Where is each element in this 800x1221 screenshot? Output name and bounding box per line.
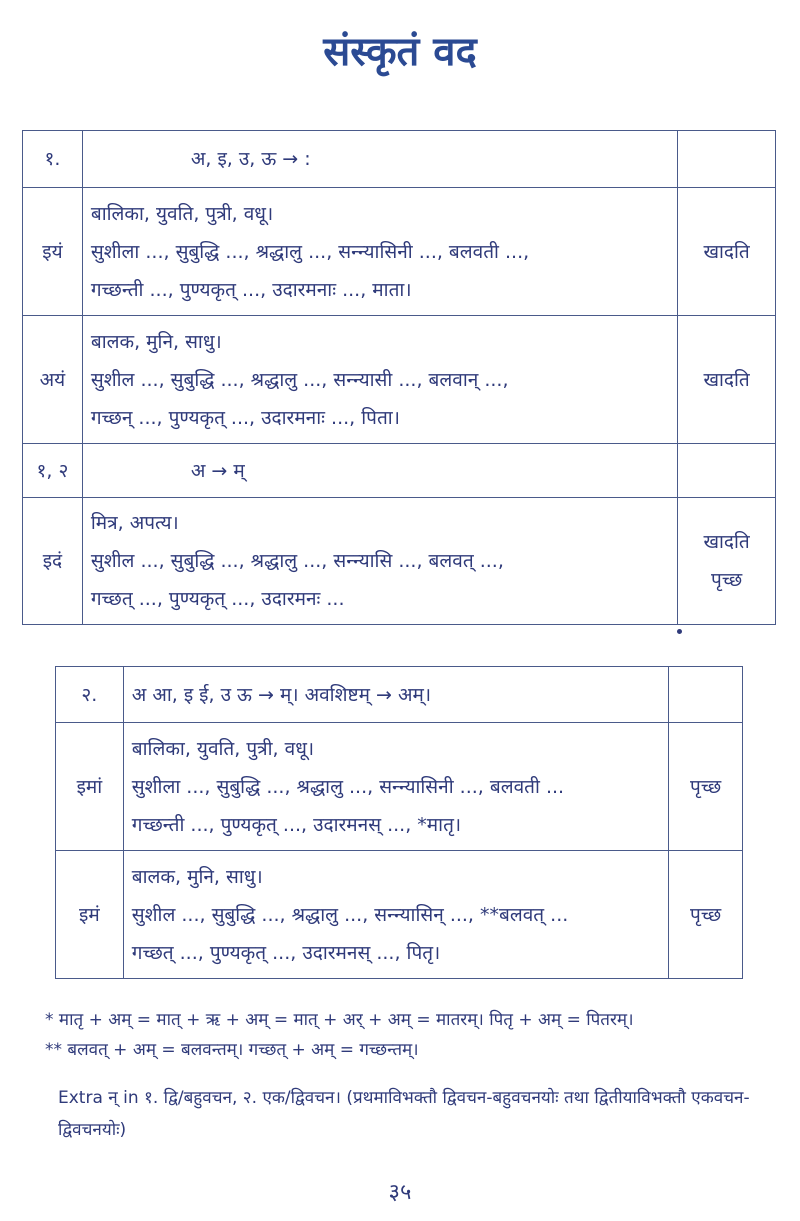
row-label: इमां xyxy=(56,723,124,851)
row-label: २. xyxy=(56,667,124,723)
content-line: बालिका, युवति, पुत्री, वधू। xyxy=(131,737,315,760)
content-line: सुशील ..., सुबुद्धि ..., श्रद्धालु ..., सन्न्यासिन् ..., **बलवत् ... xyxy=(131,903,569,926)
row-content xyxy=(82,188,677,316)
row-content xyxy=(123,667,668,723)
verb-text: खादति xyxy=(703,240,750,263)
page-title: संस्कृतं वद xyxy=(323,29,477,75)
row-verb xyxy=(678,188,776,316)
content-line: अ आ, इ ई, उ ऊ → म्। अवशिष्टम् → अम्। xyxy=(131,683,432,706)
footnote-2: ** बलवत् + अम् = बलवन्तम्। गच्छत् + अम् = गच्छन्तम्। xyxy=(45,1040,419,1060)
row-label: इमं xyxy=(56,851,124,979)
content-line: गच्छन् ..., पुण्यकृत् ..., उदारमनाः ..., पिता। xyxy=(90,406,400,429)
content-line: बालिका, युवति, पुत्री, वधू। xyxy=(90,202,274,225)
row-verb xyxy=(678,498,776,625)
table-row xyxy=(23,316,776,444)
row-label: इदं xyxy=(23,498,83,625)
row-content xyxy=(82,444,677,498)
content-line: अ, इ, उ, ऊ → : xyxy=(190,148,311,170)
row-verb xyxy=(669,851,743,979)
row-verb xyxy=(678,444,776,498)
row-content xyxy=(82,316,677,444)
content-line: अ → म् xyxy=(190,459,245,482)
table-row xyxy=(23,131,776,188)
content-line: गच्छत् ..., पुण्यकृत् ..., उदारमनः ... xyxy=(90,588,345,610)
footnote-1: * मातृ + अम् = मात् + ऋ + अम् = मात् + अर् + अम् = मातरम्। पितृ + अम् = पितरम्। xyxy=(45,1010,634,1030)
table-row xyxy=(23,188,776,316)
content-line: सुशीला ..., सुबुद्धि ..., श्रद्धालु ..., सन्न्यासिनी ..., बलवती ... xyxy=(131,775,565,798)
row-verb xyxy=(678,131,776,188)
table-row xyxy=(56,667,743,723)
table-row xyxy=(23,498,776,625)
row-verb xyxy=(669,723,743,851)
row-verb xyxy=(678,316,776,444)
page-number: ३५ xyxy=(388,1180,412,1205)
content-line: गच्छत् ..., पुण्यकृत् ..., उदारमनस् ..., पितृ। xyxy=(131,941,441,964)
verb-text: पृच्छ xyxy=(711,569,743,591)
verb-text: पृच्छ xyxy=(690,903,722,926)
content-line: गच्छन्ती ..., पुण्यकृत् ..., उदारमनस् ..., *मातृ। xyxy=(131,813,462,836)
content-line: गच्छन्ती ..., पुण्यकृत् ..., उदारमनाः ..., माता। xyxy=(90,278,412,301)
content-line: मित्र, अपत्य। xyxy=(90,512,179,534)
table-row xyxy=(56,851,743,979)
footnotes xyxy=(45,1005,785,1065)
table-row xyxy=(56,723,743,851)
content-line: सुशील ..., सुबुद्धि ..., श्रद्धालु ..., सन्न्यासि ..., बलवत् ..., xyxy=(90,550,504,572)
extra-note: Extra न् in १. द्वि/बहुवचन, २. एक/द्विवचन। (प्रथमाविभक्तौ द्विवचन-बहुवचनयोः तथा द्वितीयाविभक्तौ एकवचन-द्विवचनयोः) xyxy=(58,1088,750,1140)
verb-text: खादति xyxy=(703,531,750,553)
content-line: बालक, मुनि, साधु। xyxy=(131,865,263,888)
table-1 xyxy=(22,130,776,625)
row-content xyxy=(82,131,677,188)
stray-dot xyxy=(677,629,682,634)
row-label: इयं xyxy=(23,188,83,316)
row-label: अयं xyxy=(23,316,83,444)
verb-text: पृच्छ xyxy=(690,775,722,798)
content-line: सुशील ..., सुबुद्धि ..., श्रद्धालु ..., सन्न्यासी ..., बलवान् ..., xyxy=(90,368,509,391)
row-content xyxy=(82,498,677,625)
verb-text: खादति xyxy=(703,368,750,391)
table-2 xyxy=(55,666,743,979)
row-label: १. xyxy=(23,131,83,188)
row-verb xyxy=(669,667,743,723)
row-label: १, २ xyxy=(23,444,83,498)
row-content xyxy=(123,723,668,851)
content-line: सुशीला ..., सुबुद्धि ..., श्रद्धालु ..., सन्न्यासिनी ..., बलवती ..., xyxy=(90,240,530,263)
content-line: बालक, मुनि, साधु। xyxy=(90,330,222,353)
table-row xyxy=(23,444,776,498)
row-content xyxy=(123,851,668,979)
